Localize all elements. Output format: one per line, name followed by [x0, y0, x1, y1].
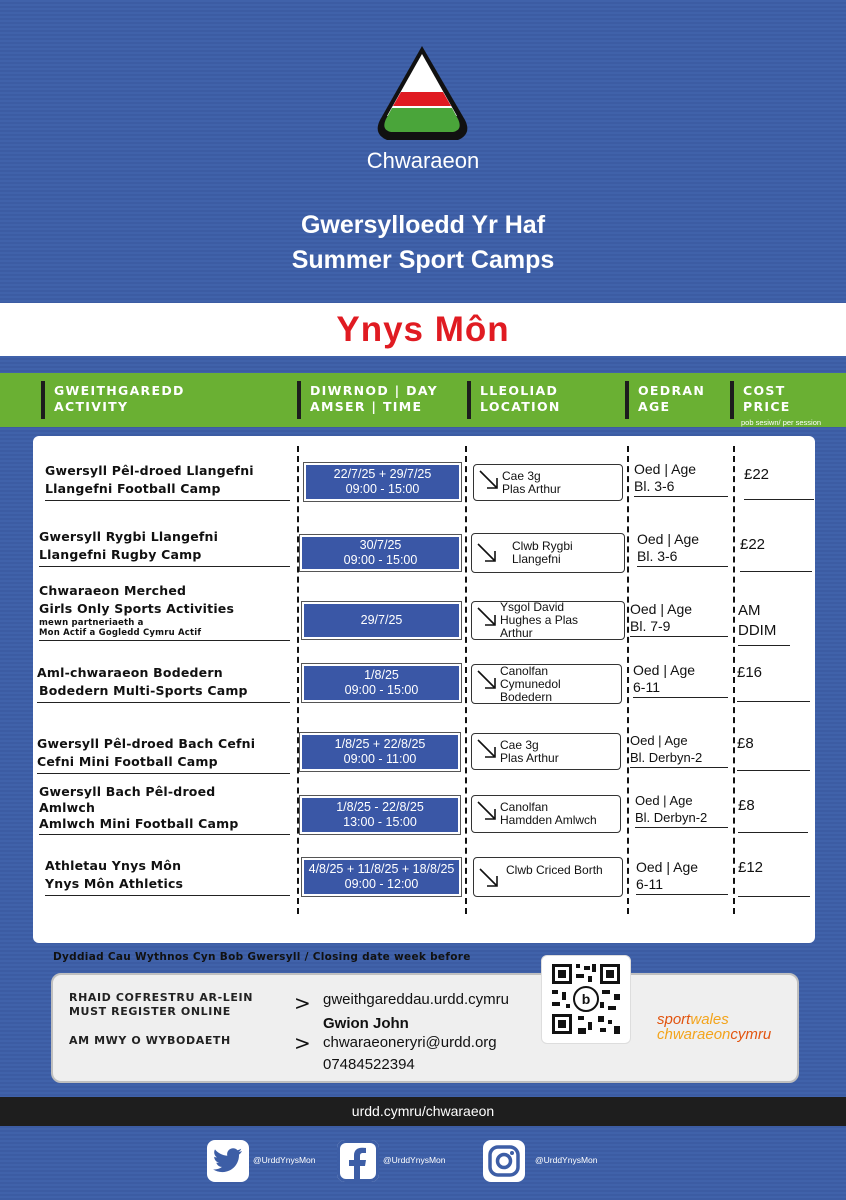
header-cost-en: PRICE — [743, 399, 791, 414]
chwaraeon-logo-icon — [365, 42, 480, 147]
location-line: Cae 3g — [502, 468, 541, 483]
twitter-handle: @UrddYnysMon — [253, 1155, 316, 1165]
arrow-icon — [476, 542, 498, 564]
activity-cy: Aml-chwaraeon Bodedern — [37, 665, 223, 680]
logo-text: Chwaraeon — [366, 148, 480, 173]
location-line: Llangefni — [512, 552, 561, 566]
arrow-icon — [476, 606, 498, 628]
header-cost-cy: COST — [743, 383, 786, 398]
camp-datetime — [302, 798, 458, 832]
activity-en: Ynys Môn Athletics — [45, 876, 184, 891]
camp-cost: £22 — [740, 536, 812, 572]
camp-time: 09:00 - 15:00 — [345, 482, 420, 496]
camp-time: 13:00 - 15:00 — [343, 815, 417, 829]
header-cost-note: pob sesiwn/ per session — [741, 418, 822, 427]
facebook-f-icon — [337, 1140, 379, 1182]
activity-en: Cefni Mini Football Camp — [37, 754, 218, 769]
age-value: Bl. 3-6 — [637, 548, 678, 564]
register-label — [69, 991, 253, 1019]
camp-location — [471, 795, 621, 833]
location-line: Arthur — [500, 626, 533, 640]
camp-location — [473, 857, 623, 897]
location-line: Cymunedol — [500, 676, 561, 691]
closing-date-note: Dyddiad Cau Wythnos Cyn Bob Gwersyll / Closing date week before — [53, 951, 471, 963]
instagram-icon[interactable] — [483, 1140, 525, 1182]
activity-note: Mon Actif a Gogledd Cymru Actif — [39, 628, 202, 638]
camp-location — [471, 664, 622, 704]
register-label-en: MUST REGISTER ONLINE — [69, 1005, 231, 1018]
activity-cy: Gwersyll Pêl-droed Llangefni — [45, 463, 254, 478]
camp-date: 1/8/25 — [364, 668, 399, 682]
age-label: Oed | Age — [637, 531, 700, 547]
location-title: Ynys Môn — [336, 310, 510, 349]
activity-en: Llangefni Football Camp — [45, 481, 221, 496]
camp-date: 1/8/25 + 22/8/25 — [334, 737, 426, 751]
camp-age — [630, 732, 728, 768]
column-divider — [297, 446, 299, 914]
header-time: AMSER | TIME — [310, 399, 423, 414]
age-label: Oed | Age — [635, 793, 693, 808]
location-line: Cae 3g — [500, 737, 539, 752]
camp-date: 1/8/25 - 22/8/25 — [336, 800, 424, 814]
age-value: Bl. Derbyn-2 — [635, 810, 708, 825]
sponsor-text: sport — [657, 1011, 691, 1028]
age-value: 6-11 — [636, 876, 663, 892]
header-day: DIWRNOD | DAY — [310, 383, 438, 398]
activity-cy-cont: Amlwch — [39, 800, 96, 815]
location-line: Canolfan — [500, 800, 549, 814]
age-value: 6-11 — [633, 679, 660, 695]
activity-cy: Gwersyll Bach Pêl-droed — [39, 784, 216, 799]
location-line: Ysgol David — [500, 600, 565, 614]
column-divider — [465, 446, 467, 914]
camp-time: 09:00 - 15:00 — [344, 683, 419, 697]
camp-location — [471, 533, 625, 573]
chevron-right-icon: > — [294, 991, 311, 1015]
location-line: Plas Arthur — [500, 750, 559, 765]
facebook-handle: @UrddYnysMon — [383, 1155, 446, 1165]
header-daytime — [297, 383, 438, 415]
camp-cost: £22 — [744, 466, 814, 500]
camp-location — [471, 733, 621, 770]
camp-datetime — [304, 604, 459, 637]
location-line: Plas Arthur — [502, 481, 561, 496]
location-line: Canolfan — [500, 663, 549, 678]
header-age-en: AGE — [638, 399, 671, 414]
title-english: Summer Sport Camps — [291, 246, 555, 274]
camp-location — [471, 601, 625, 640]
activity-en: Bodedern Multi-Sports Camp — [39, 683, 248, 698]
camp-datetime — [306, 465, 459, 499]
contact-phone: 07484522394 — [323, 1056, 415, 1073]
camp-datetime — [304, 666, 459, 700]
location-line: Bodedern — [500, 689, 553, 704]
header-location-cy: LLEOLIAD — [480, 383, 559, 398]
activity-cy: Gwersyll Pêl-droed Bach Cefni — [37, 736, 256, 751]
camp-date: 4/8/25 + 11/8/25 + 18/8/25 — [308, 862, 455, 876]
camp-time: 09:00 - 15:00 — [343, 553, 418, 567]
age-label: Oed | Age — [633, 662, 696, 678]
camp-age — [636, 859, 728, 895]
camp-age — [637, 531, 728, 567]
camp-activity — [37, 735, 290, 774]
camp-location — [473, 464, 623, 501]
camp-cost: AM DDIM — [738, 601, 790, 646]
age-label: Oed | Age — [634, 461, 697, 477]
activity-cy: Gwersyll Rygbi Llangefni — [39, 529, 219, 544]
camp-activity — [39, 582, 290, 641]
location-line: Hughes a Plas — [500, 613, 579, 627]
camp-time: 09:00 - 11:00 — [343, 752, 417, 766]
activity-cy: Chwaraeon Merched — [39, 583, 187, 598]
camp-activity — [37, 664, 290, 703]
age-label: Oed | Age — [630, 601, 693, 617]
header-activity-cy: GWEITHGAREDD — [54, 383, 185, 398]
camp-cost: £8 — [737, 735, 810, 771]
activity-cy: Athletau Ynys Môn — [45, 858, 182, 873]
arrow-icon — [476, 800, 498, 822]
age-label: Oed | Age — [636, 859, 699, 875]
arrow-icon — [478, 469, 500, 491]
camp-age — [633, 662, 728, 698]
camp-date: 30/7/25 — [359, 538, 402, 552]
camp-date: 29/7/25 — [360, 613, 403, 627]
camp-cost: £8 — [738, 797, 808, 833]
age-value: Bl. 3-6 — [634, 478, 675, 494]
age-value: Bl. Derbyn-2 — [630, 750, 703, 765]
camp-datetime — [302, 537, 459, 569]
camp-age — [630, 601, 728, 637]
footer-url-link[interactable]: urdd.cymru/chwaraeon — [351, 1103, 495, 1119]
header-location-en: LOCATION — [480, 399, 561, 414]
header-age-cy: OEDRAN — [638, 383, 706, 398]
camp-activity — [45, 462, 290, 501]
arrow-icon — [478, 867, 500, 889]
camp-datetime — [304, 860, 459, 894]
camp-activity — [39, 528, 290, 567]
camp-age — [635, 792, 728, 828]
more-info-label: AM MWY O WYBODAETH — [69, 1034, 231, 1047]
arrow-icon — [476, 669, 498, 691]
activity-note: mewn partneriaeth a — [39, 618, 144, 628]
location-line: Hamdden Amlwch — [500, 813, 597, 827]
camp-time: 09:00 - 12:00 — [344, 877, 419, 891]
header-activity-en: ACTIVITY — [54, 399, 129, 414]
arrow-icon — [476, 738, 498, 760]
contact-name: Gwion John — [323, 1015, 409, 1032]
twitter-icon[interactable] — [207, 1140, 249, 1182]
instagram-camera-icon — [488, 1145, 520, 1177]
camp-cost: £12 — [738, 859, 810, 897]
instagram-handle: @UrddYnysMon — [535, 1155, 598, 1165]
sponsor-text: wales — [690, 1011, 729, 1028]
activity-en: Girls Only Sports Activities — [39, 601, 235, 616]
qr-code-icon — [542, 956, 630, 1043]
register-url-link[interactable]: gweithgareddau.urdd.cymru — [323, 991, 509, 1008]
twitter-bird-icon — [213, 1148, 243, 1174]
camp-cost: £16 — [737, 664, 810, 702]
sport-wales-logo — [657, 1012, 771, 1042]
activity-en: Amlwch Mini Football Camp — [39, 816, 239, 831]
camp-datetime — [302, 735, 458, 769]
camp-activity — [45, 857, 290, 896]
age-label: Oed | Age — [630, 733, 688, 748]
chevron-right-icon: > — [294, 1031, 311, 1055]
header-location — [467, 383, 561, 415]
header-activity — [41, 383, 185, 415]
activity-en: Llangefni Rugby Camp — [39, 547, 202, 562]
svg-text:b: b — [581, 991, 591, 1007]
location-line: Clwb Criced Borth — [506, 862, 603, 877]
qr-code[interactable] — [541, 955, 631, 1044]
camp-age — [634, 461, 728, 497]
header-cost — [730, 383, 791, 415]
location-line: Clwb Rygbi — [512, 539, 573, 553]
column-divider — [627, 446, 629, 914]
facebook-icon[interactable] — [337, 1140, 379, 1182]
camp-activity — [39, 784, 290, 835]
sponsor-text: chwaraeon — [657, 1026, 731, 1043]
sponsor-text: cymru — [730, 1026, 772, 1043]
register-label-cy: RHAID COFRESTRU AR-LEIN — [69, 991, 253, 1004]
contact-email-link[interactable]: chwaraeoneryri@urdd.org — [323, 1034, 497, 1051]
title-welsh: Gwersylloedd Yr Haf — [300, 211, 546, 239]
column-divider — [733, 446, 735, 914]
age-value: Bl. 7-9 — [630, 618, 671, 634]
header-age — [625, 383, 705, 415]
camp-date: 22/7/25 + 29/7/25 — [333, 467, 432, 481]
